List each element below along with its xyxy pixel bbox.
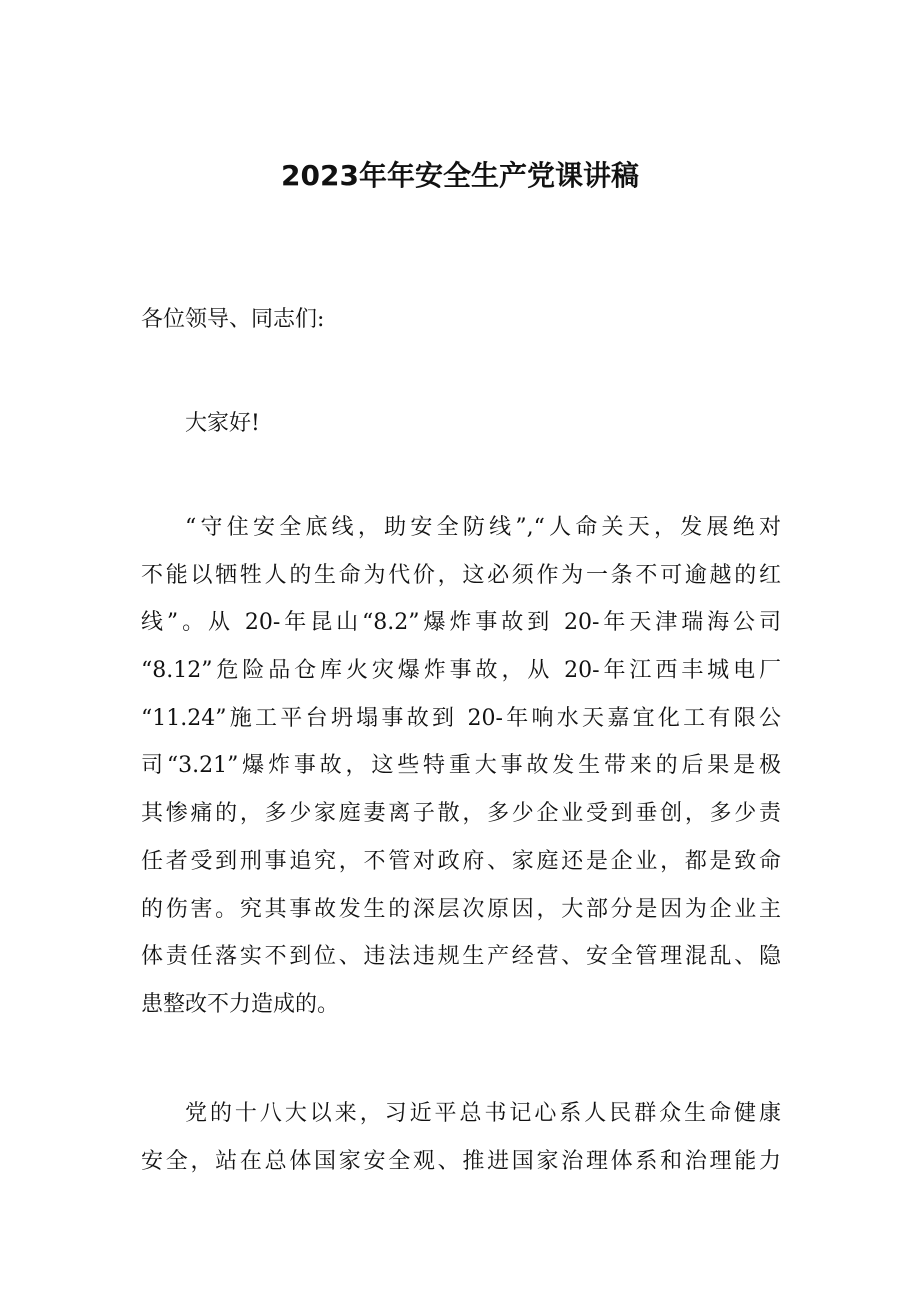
paragraph-line: “守住安全底线，助安全防线”,“人命关天，发展绝对 (185, 515, 781, 540)
paragraph-line: 安全，站在总体国家安全观、推进国家治理体系和治理能力 (141, 1148, 781, 1174)
paragraph-2 (141, 1096, 781, 1191)
paragraph-line: 线”。从 20-年昆山“8.2”爆炸事故到 20-年天津瑞海公司 (141, 610, 781, 636)
paragraph-line: “8.12”危险品仓库火灾爆炸事故，从 20-年江西丰城电厂 (141, 658, 781, 684)
paragraph-line: 的伤害。究其事故发生的深层次原因，大部分是因为企业主 (141, 896, 781, 922)
paragraph-line: 司“3.21”爆炸事故，这些特重大事故发生带来的后果是极 (141, 753, 781, 779)
paragraph-line: 任者受到刑事追究，不管对政府、家庭还是企业，都是致命 (141, 848, 781, 874)
paragraph-line: 体责任落实不到位、违法违规生产经营、安全管理混乱、隐 (141, 944, 781, 970)
salutation: 各位领导、同志们: (141, 307, 325, 332)
document-title: 2023年年安全生产党课讲稿 (281, 159, 639, 192)
greeting: 大家好! (185, 411, 260, 436)
paragraph-1 (141, 510, 781, 1035)
paragraph-line: “11.24”施工平台坍塌事故到 20-年响水天嘉宜化工有限公 (141, 705, 781, 731)
paragraph-line: 其惨痛的，多少家庭妻离子散，多少企业受到垂创，多少责 (141, 801, 781, 827)
paragraph-line: 不能以牺牲人的生命为代价，这必须作为一条不可逾越的红 (141, 562, 781, 588)
paragraph-line: 党的十八大以来，习近平总书记心系人民群众生命健康 (185, 1101, 781, 1126)
paragraph-line: 患整改不力造成的。 (141, 991, 340, 1017)
